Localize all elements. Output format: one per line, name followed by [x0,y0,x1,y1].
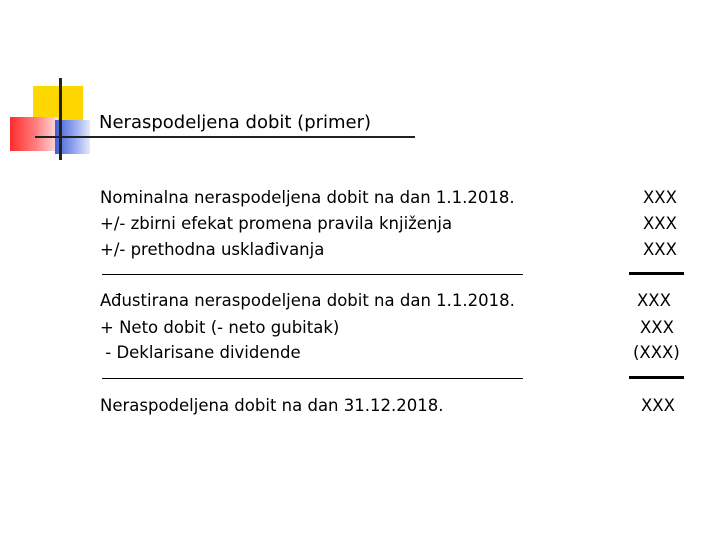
row-value-nominal: XXX [643,188,677,207]
slide-title: Neraspodeljena dobit (primer) [99,112,372,133]
row-label-adjusted: Ađustirana neraspodeljena dobit na dan 1.1.2018. [100,291,515,310]
row-value-dividends: (XXX) [633,343,680,362]
subtotal-line [629,272,684,275]
separator-line [102,274,523,275]
row-label-accounting-changes: +/- zbirni efekat promena pravila knjiženja [100,214,453,233]
row-label-dividends: - Deklarisane dividende [100,343,301,362]
decorative-vertical-line [59,78,62,160]
row-label-closing: Neraspodeljena dobit na dan 31.12.2018. [100,396,444,415]
row-value-adjusted: XXX [637,291,671,310]
decorative-red-square [10,117,58,151]
row-value-closing: XXX [641,396,675,415]
row-value-prior-adjustments: XXX [643,240,677,259]
row-label-prior-adjustments: +/- prethodna usklađivanja [100,240,325,259]
row-label-nominal: Nominalna neraspodeljena dobit na dan 1.1.2018. [100,188,515,207]
row-label-net-income: + Neto dobit (- neto gubitak) [100,318,340,337]
row-value-net-income: XXX [640,318,674,337]
separator-line [102,378,523,379]
title-underline [35,136,415,138]
row-value-accounting-changes: XXX [643,214,677,233]
total-line [629,376,684,379]
